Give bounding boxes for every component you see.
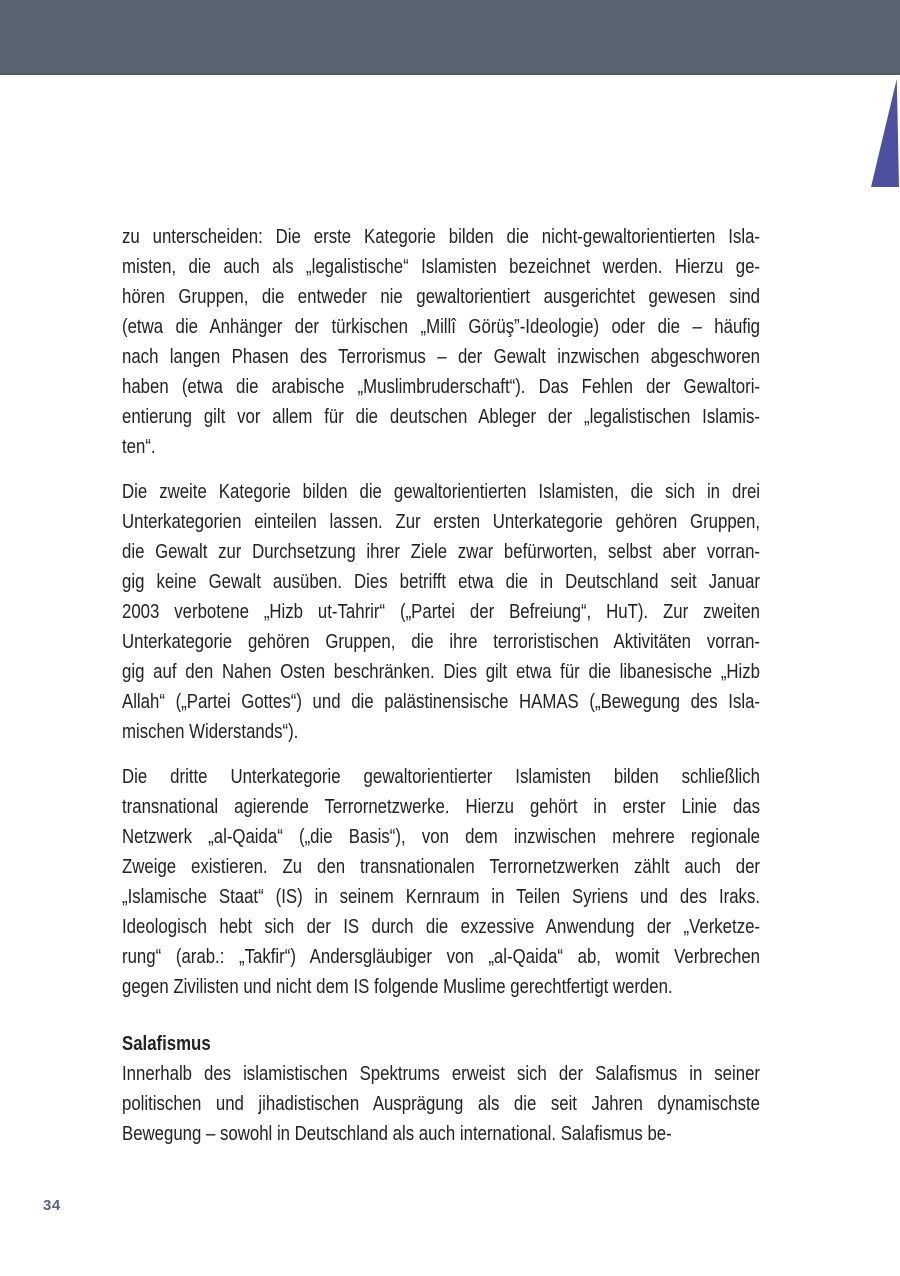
text-line: hören Gruppen, die entweder nie gewaltorientiert ausgerichtet gewesen sind bbox=[122, 286, 761, 308]
text-line: Die zweite Kategorie bilden die gewaltorientierten Islamisten, die sich in drei bbox=[122, 481, 761, 503]
text-line: haben (etwa die arabische „Muslimbruderschaft“). Das Fehlen der Gewaltori- bbox=[122, 376, 761, 398]
text-line: politischen und jihadistischen Ausprägung als die seit Jahren dynamischste bbox=[122, 1093, 761, 1115]
text-line: gig auf den Nahen Osten beschränken. Dies gilt etwa für die libanesische „Hizb bbox=[122, 661, 761, 683]
paragraph-second-category bbox=[122, 477, 760, 747]
page-number: 34 bbox=[43, 1197, 61, 1214]
text-line: 2003 verbotene „Hizb ut-Tahrir“ („Partei der Befreiung“, HuT). Zur zweiten bbox=[122, 601, 761, 623]
text-line: Innerhalb des islamistischen Spektrums erweist sich der Salafismus in seiner bbox=[122, 1063, 761, 1085]
text-line: zu unterscheiden: Die erste Kategorie bilden die nicht-gewaltorientierten Isla- bbox=[122, 226, 761, 248]
text-line: entierung gilt vor allem für die deutschen Ableger der „legalistischen Islamis- bbox=[122, 406, 761, 428]
text-line: Netzwerk „al-Qaida“ („die Basis“), von dem inzwischen mehrere regionale bbox=[122, 826, 761, 848]
text-line: Ideologisch hebt sich der IS durch die exzessive Anwendung der „Verketze- bbox=[122, 916, 761, 938]
body-text-column bbox=[122, 222, 760, 1164]
paragraph-salafismus bbox=[122, 1059, 760, 1149]
text-line: die Gewalt zur Durchsetzung ihrer Ziele zwar befürworten, selbst aber vorran- bbox=[122, 541, 761, 563]
header-band bbox=[0, 0, 900, 75]
text-line: Zweige existieren. Zu den transnationalen Terrornetzwerken zählt auch der bbox=[122, 856, 761, 878]
text-line: Bewegung – sowohl in Deutschland als auch international. Salafismus be- bbox=[122, 1123, 672, 1145]
text-line: Unterkategorie gehören Gruppen, die ihre terroristischen Aktivitäten vorran- bbox=[122, 631, 761, 653]
text-line: „Islamische Staat“ (IS) in seinem Kernraum in Teilen Syriens und des Iraks. bbox=[122, 886, 761, 908]
text-line: gig keine Gewalt ausüben. Dies betrifft etwa die in Deutschland seit Januar bbox=[122, 571, 761, 593]
text-line: ten“. bbox=[122, 436, 156, 458]
text-line: Unterkategorien einteilen lassen. Zur ersten Unterkategorie gehören Gruppen, bbox=[122, 511, 761, 533]
section-heading: Salafismus bbox=[122, 1033, 211, 1055]
text-line: Allah“ („Partei Gottes“) und die palästinensische HAMAS („Bewegung des Isla- bbox=[122, 691, 761, 713]
text-line: transnational agierende Terrornetzwerke. Hierzu gehört in erster Linie das bbox=[122, 796, 761, 818]
text-line: rung“ (arab.: „Takfir“) Andersgläubiger von „al-Qaida“ ab, womit Verbrechen bbox=[122, 946, 761, 968]
text-line: (etwa die Anhänger der türkischen „Millî Görüş”-Ideologie) oder die – häufig bbox=[122, 316, 761, 338]
text-line: gegen Zivilisten und nicht dem IS folgende Muslime gerechtfertigt werden. bbox=[122, 976, 673, 998]
text-line: Die dritte Unterkategorie gewaltorientierter Islamisten bilden schließlich bbox=[122, 766, 761, 788]
paragraph-third-subcategory bbox=[122, 762, 760, 1002]
text-block bbox=[122, 222, 760, 1149]
text-line: nach langen Phasen des Terrorismus – der Gewalt inzwischen abgeschworen bbox=[122, 346, 761, 368]
paragraph-islamism-categories bbox=[122, 222, 760, 462]
corner-triangle-decoration bbox=[871, 79, 899, 187]
text-line: misten, die auch als „legalistische“ Islamisten bezeichnet werden. Hierzu ge- bbox=[122, 256, 761, 278]
text-line: mischen Widerstands“). bbox=[122, 721, 299, 743]
